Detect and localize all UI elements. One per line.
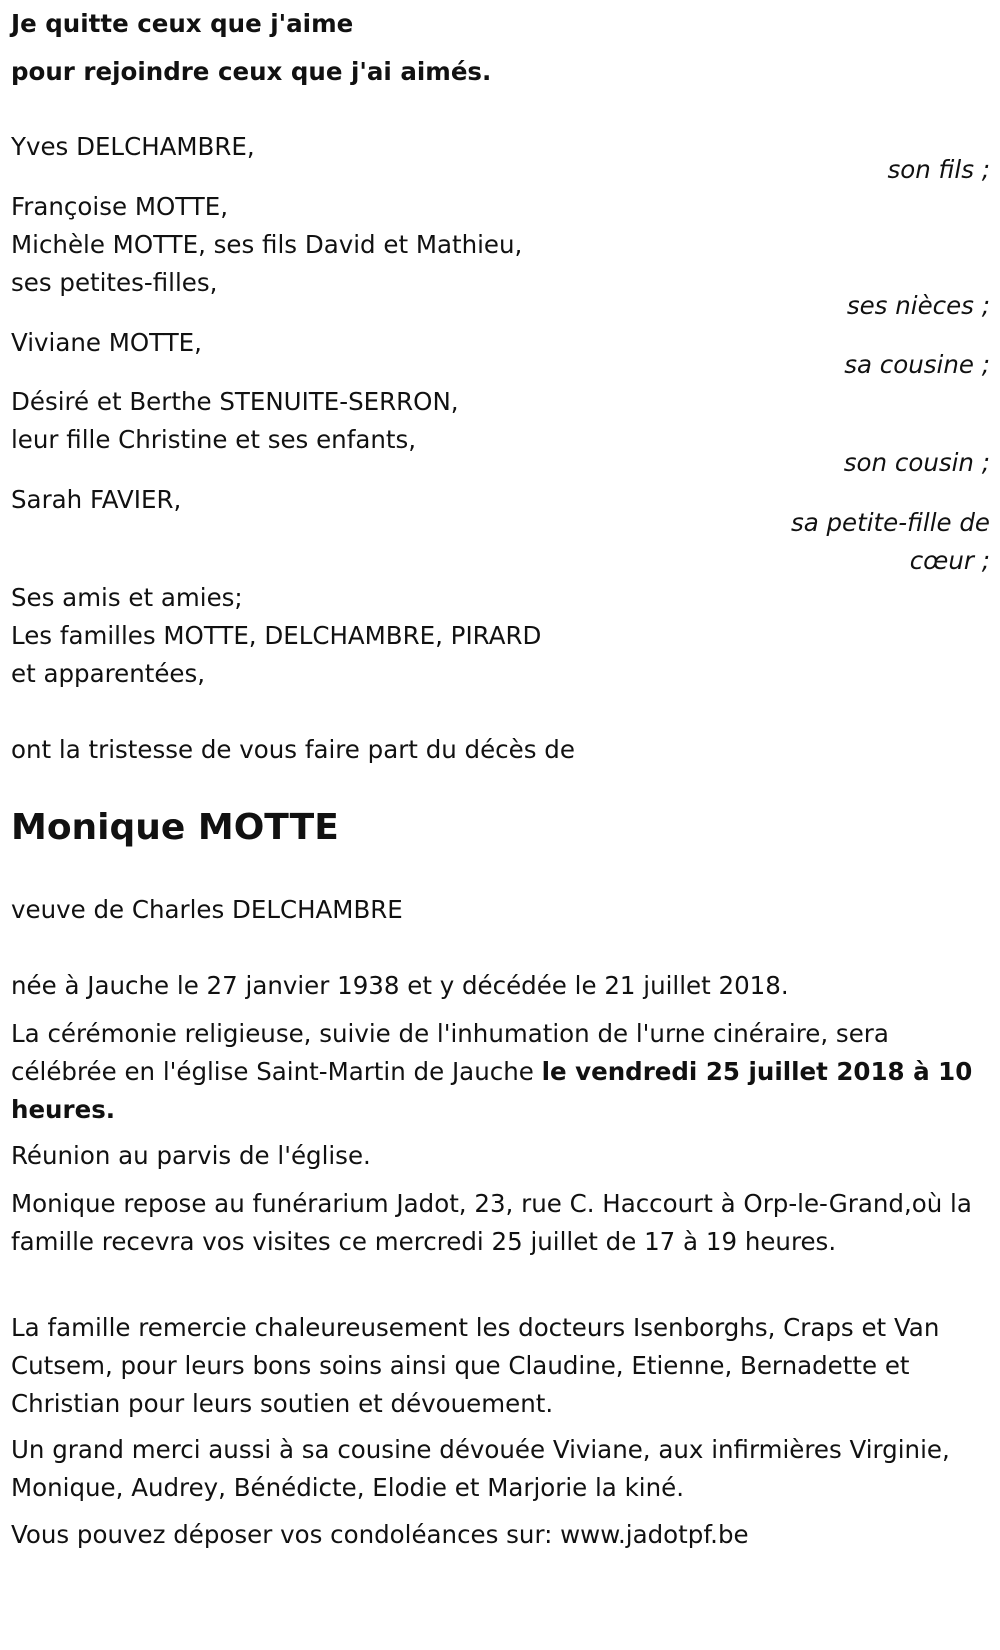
family-sarah: Sarah FAVIER, [11,485,182,514]
ceremony-text: La cérémonie religieuse, suivie de l'inhumation de l'urne cinéraire, sera célébrée en l'église Saint-Martin de Jauche [11,1019,889,1086]
family-apparentees: et apparentées, [11,659,206,688]
reunion-info: Réunion au parvis de l'église. [11,1141,371,1170]
ceremony-paragraph [11,1015,986,1129]
widow-of: veuve de Charles DELCHAMBRE [11,895,403,924]
family-viviane: Viviane MOTTE, [11,328,202,357]
relation-petite-fille-2: cœur ; [909,546,990,575]
family-familles: Les familles MOTTE, DELCHAMBRE, PIRARD [11,621,542,650]
thanks-paragraph-1: La famille remercie chaleureusement les docteurs Isenborghs, Craps et Van Cutsem, pour leurs bons soins ainsi que Claudine, Etienne, Bernadette et Christian pour leurs soutien et dévouement. [11,1313,940,1418]
family-desire-berthe: Désiré et Berthe STENUITE-SERRON, [11,387,459,416]
relation-cousin: son cousin ; [843,448,990,477]
relation-nieces: ses nièces ; [846,291,990,320]
family-yves: Yves DELCHAMBRE, [11,132,255,161]
epigraph-line-1: Je quitte ceux que j'aime [11,9,354,38]
family-christine: leur fille Christine et ses enfants, [11,425,417,454]
thanks-paragraph-2: Un grand merci aussi à sa cousine dévouée Viviane, aux infirmières Virginie, Monique, Audrey, Bénédicte, Elodie et Marjorie la kiné. [11,1435,950,1502]
ceremony-datetime: le vendredi 25 juillet 2018 à 10 heures. [11,1057,973,1124]
condolences-line: Vous pouvez déposer vos condoléances sur: www.jadotpf.be [11,1520,749,1549]
family-amis: Ses amis et amies; [11,583,243,612]
funerarium-paragraph: Monique repose au funérarium Jadot, 23, rue C. Haccourt à Orp-le-Grand,où la famille recevra vos visites ce mercredi 25 juillet de 17 à 19 heures. [11,1189,972,1256]
relation-cousine: sa cousine ; [844,350,990,379]
epigraph-line-2: pour rejoindre ceux que j'ai aimés. [11,57,492,86]
relation-petite-fille-1: sa petite-fille de [790,508,990,537]
deceased-name: Monique MOTTE [11,807,339,848]
announcement: ont la tristesse de vous faire part du décès de [11,735,575,764]
relation-son: son fils ; [887,155,990,184]
family-petites-filles: ses petites-filles, [11,268,218,297]
family-francoise: Françoise MOTTE, [11,192,229,221]
birth-death-dates: née à Jauche le 27 janvier 1938 et y décédée le 21 juillet 2018. [11,971,789,1000]
family-michele: Michèle MOTTE, ses fils David et Mathieu, [11,230,523,259]
